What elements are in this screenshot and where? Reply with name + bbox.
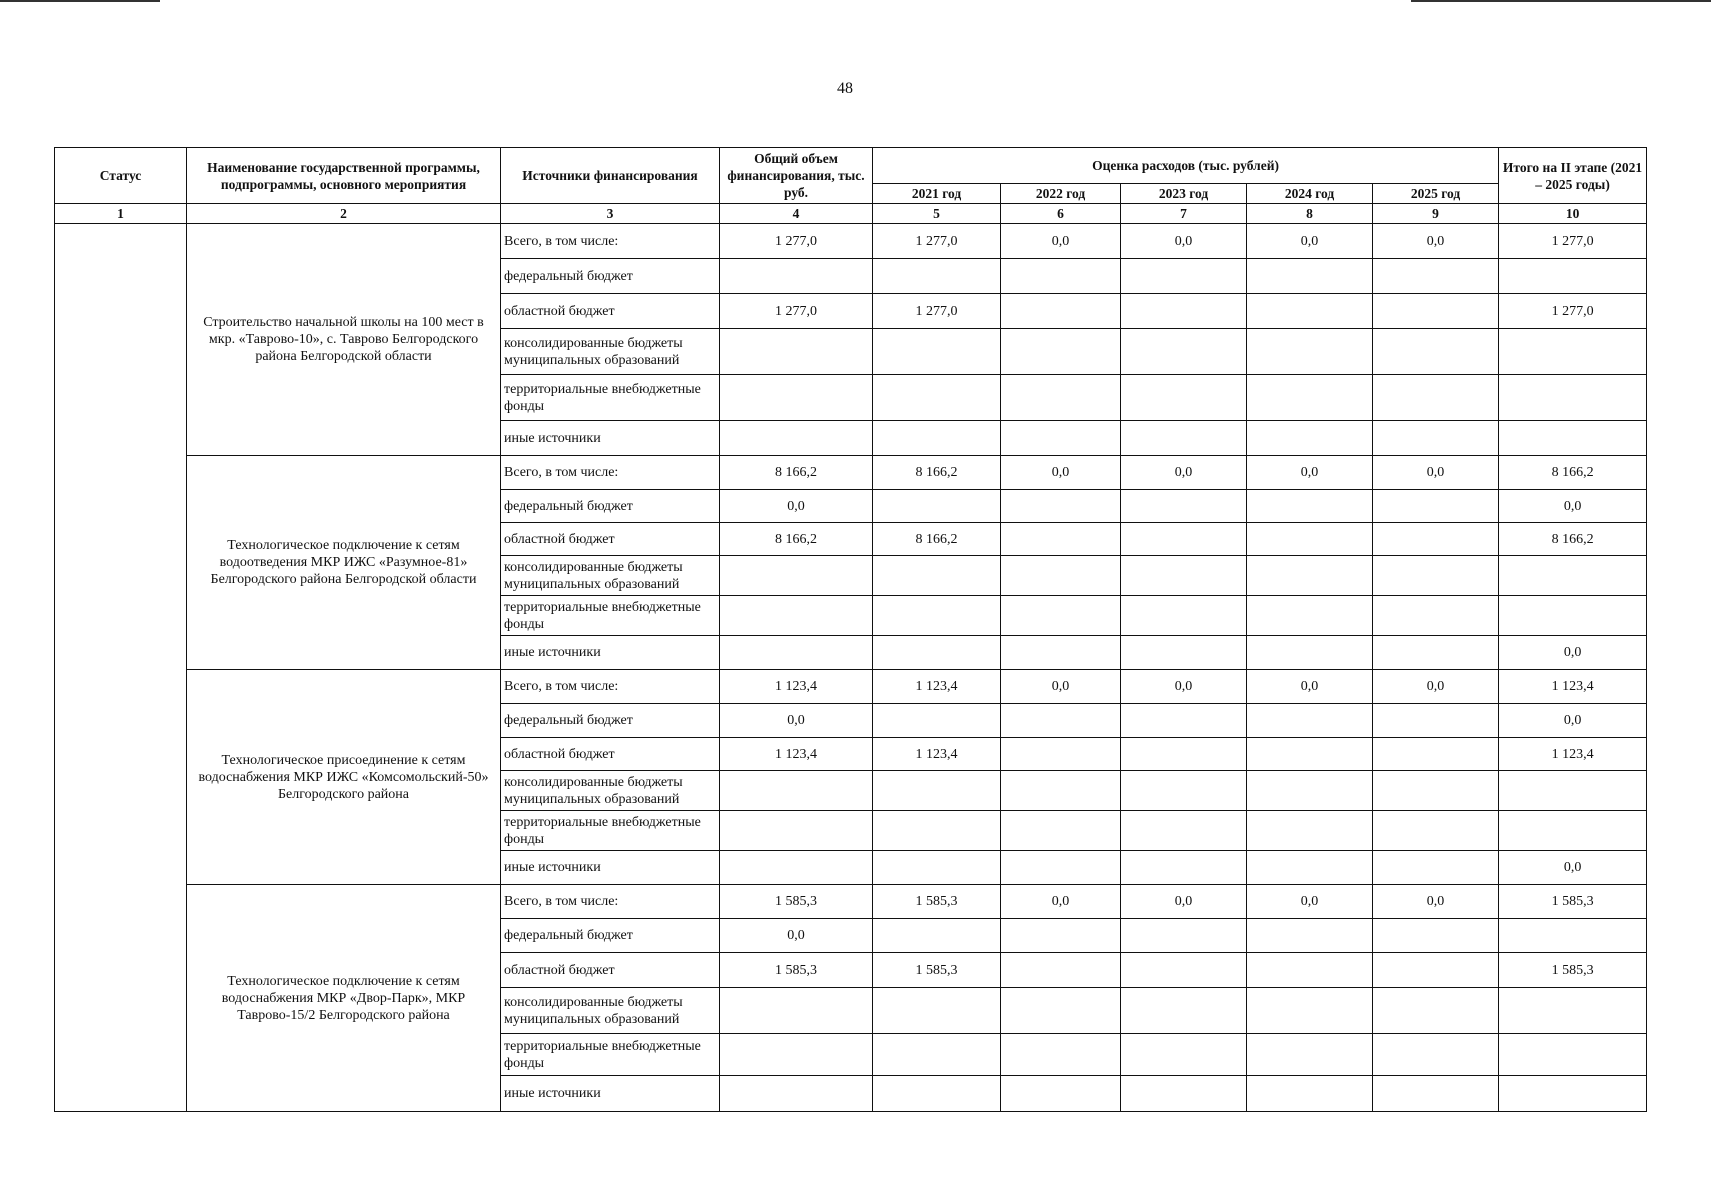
funding-source: Всего, в том числе: — [501, 885, 720, 919]
amount-cell — [1001, 556, 1121, 596]
table-row — [55, 224, 1647, 259]
amount-cell — [1001, 636, 1121, 670]
amount-cell — [1001, 596, 1121, 636]
amount-cell: 8 166,2 — [720, 456, 873, 490]
amount-cell — [1247, 490, 1373, 523]
amount-cell — [1001, 811, 1121, 851]
table-row — [55, 885, 1647, 919]
amount-cell — [1001, 953, 1121, 988]
amount-cell: 8 166,2 — [873, 456, 1001, 490]
amount-cell — [1373, 988, 1499, 1034]
amount-cell — [1373, 953, 1499, 988]
amount-cell — [1373, 375, 1499, 421]
column-number: 5 — [873, 204, 1001, 224]
amount-cell — [1121, 771, 1247, 811]
amount-cell: 1 123,4 — [873, 670, 1001, 704]
column-number: 7 — [1121, 204, 1247, 224]
amount-cell: 0,0 — [1373, 224, 1499, 259]
amount-cell — [720, 1034, 873, 1076]
header-sources: Источники финансирования — [501, 148, 720, 204]
amount-cell — [1499, 421, 1647, 456]
amount-cell: 0,0 — [1247, 670, 1373, 704]
amount-cell — [1121, 738, 1247, 771]
amount-cell: 0,0 — [1121, 224, 1247, 259]
funding-source: консолидированные бюджеты муниципальных образований — [501, 556, 720, 596]
header-total: Общий объем финансирования, тыс. руб. — [720, 148, 873, 204]
amount-cell — [1499, 375, 1647, 421]
amount-cell: 0,0 — [1001, 670, 1121, 704]
amount-cell: 0,0 — [1499, 851, 1647, 885]
amount-cell: 8 166,2 — [873, 523, 1001, 556]
amount-cell — [720, 421, 873, 456]
budget-table — [54, 147, 1647, 1112]
amount-cell: 0,0 — [1247, 224, 1373, 259]
amount-cell — [1499, 329, 1647, 375]
amount-cell: 0,0 — [1121, 456, 1247, 490]
amount-cell — [873, 851, 1001, 885]
amount-cell: 0,0 — [1001, 224, 1121, 259]
amount-cell — [1247, 556, 1373, 596]
amount-cell — [1247, 919, 1373, 953]
amount-cell — [1373, 738, 1499, 771]
amount-cell: 0,0 — [1247, 456, 1373, 490]
amount-cell — [1001, 919, 1121, 953]
amount-cell — [1121, 851, 1247, 885]
funding-source: консолидированные бюджеты муниципальных образований — [501, 988, 720, 1034]
amount-cell — [873, 421, 1001, 456]
amount-cell — [1001, 1034, 1121, 1076]
amount-cell — [1373, 523, 1499, 556]
column-number: 9 — [1373, 204, 1499, 224]
amount-cell — [873, 490, 1001, 523]
funding-source: территориальные внебюджетные фонды — [501, 375, 720, 421]
amount-cell — [873, 988, 1001, 1034]
amount-cell: 0,0 — [1121, 885, 1247, 919]
amount-cell — [1247, 704, 1373, 738]
amount-cell — [1373, 851, 1499, 885]
amount-cell — [1373, 1076, 1499, 1112]
amount-cell — [1247, 596, 1373, 636]
program-name: Технологическое подключение к сетям водоотведения МКР ИЖС «Разумное-81» Белгородского района Белгородской области — [187, 456, 501, 670]
amount-cell — [1001, 490, 1121, 523]
amount-cell — [720, 375, 873, 421]
amount-cell: 1 123,4 — [720, 670, 873, 704]
amount-cell: 1 585,3 — [720, 885, 873, 919]
amount-cell: 1 585,3 — [873, 885, 1001, 919]
funding-source: федеральный бюджет — [501, 919, 720, 953]
header-year: 2021 год — [873, 184, 1001, 204]
amount-cell — [1373, 596, 1499, 636]
header-stage-total: Итого на II этапе (2021 – 2025 годы) — [1499, 148, 1647, 204]
amount-cell — [1247, 375, 1373, 421]
column-number: 1 — [55, 204, 187, 224]
amount-cell — [1001, 259, 1121, 294]
amount-cell — [1373, 556, 1499, 596]
program-name: Технологическое подключение к сетям водоснабжения МКР «Двор-Парк», МКР Таврово-15/2 Белгородского района — [187, 885, 501, 1112]
amount-cell — [1121, 421, 1247, 456]
amount-cell — [1499, 259, 1647, 294]
amount-cell — [873, 919, 1001, 953]
amount-cell — [1001, 738, 1121, 771]
amount-cell — [1247, 953, 1373, 988]
amount-cell — [1121, 953, 1247, 988]
amount-cell: 0,0 — [1001, 456, 1121, 490]
amount-cell: 0,0 — [1247, 885, 1373, 919]
amount-cell: 0,0 — [720, 919, 873, 953]
funding-source: консолидированные бюджеты муниципальных образований — [501, 329, 720, 375]
amount-cell — [873, 329, 1001, 375]
amount-cell: 0,0 — [1373, 885, 1499, 919]
funding-source: областной бюджет — [501, 523, 720, 556]
header-estimate: Оценка расходов (тыс. рублей) — [873, 148, 1499, 184]
amount-cell — [1247, 294, 1373, 329]
amount-cell — [1499, 1034, 1647, 1076]
header-status: Статус — [55, 148, 187, 204]
amount-cell — [720, 1076, 873, 1112]
header-year: 2025 год — [1373, 184, 1499, 204]
funding-source: Всего, в том числе: — [501, 670, 720, 704]
amount-cell — [873, 1034, 1001, 1076]
amount-cell — [1247, 988, 1373, 1034]
funding-source: территориальные внебюджетные фонды — [501, 1034, 720, 1076]
amount-cell — [873, 771, 1001, 811]
amount-cell — [873, 259, 1001, 294]
amount-cell — [1001, 1076, 1121, 1112]
amount-cell: 1 585,3 — [873, 953, 1001, 988]
header-name: Наименование государственной программы, подпрограммы, основного мероприятия — [187, 148, 501, 204]
table-body — [55, 224, 1647, 1112]
funding-source: иные источники — [501, 851, 720, 885]
amount-cell: 0,0 — [720, 704, 873, 738]
amount-cell — [1373, 490, 1499, 523]
amount-cell — [1247, 738, 1373, 771]
amount-cell — [1121, 596, 1247, 636]
amount-cell — [1121, 636, 1247, 670]
amount-cell: 1 123,4 — [1499, 670, 1647, 704]
amount-cell: 1 277,0 — [1499, 294, 1647, 329]
column-number: 3 — [501, 204, 720, 224]
table-row — [55, 670, 1647, 704]
amount-cell — [1373, 771, 1499, 811]
amount-cell — [1121, 919, 1247, 953]
funding-source: иные источники — [501, 421, 720, 456]
amount-cell — [1001, 988, 1121, 1034]
amount-cell — [1001, 329, 1121, 375]
amount-cell — [720, 811, 873, 851]
scan-edge-line — [0, 0, 160, 2]
amount-cell — [1499, 556, 1647, 596]
amount-cell — [873, 1076, 1001, 1112]
amount-cell — [1247, 636, 1373, 670]
amount-cell — [720, 988, 873, 1034]
column-number: 6 — [1001, 204, 1121, 224]
amount-cell — [873, 596, 1001, 636]
amount-cell — [1247, 811, 1373, 851]
amount-cell: 1 277,0 — [720, 224, 873, 259]
amount-cell: 1 123,4 — [720, 738, 873, 771]
amount-cell — [1121, 523, 1247, 556]
amount-cell — [1499, 919, 1647, 953]
funding-source: федеральный бюджет — [501, 704, 720, 738]
amount-cell — [1247, 259, 1373, 294]
amount-cell — [1373, 636, 1499, 670]
amount-cell — [1001, 421, 1121, 456]
amount-cell — [873, 636, 1001, 670]
funding-source: федеральный бюджет — [501, 259, 720, 294]
amount-cell — [1499, 1076, 1647, 1112]
amount-cell: 0,0 — [1121, 670, 1247, 704]
amount-cell: 1 585,3 — [1499, 953, 1647, 988]
column-number: 10 — [1499, 204, 1647, 224]
amount-cell — [1247, 421, 1373, 456]
status-cell — [55, 224, 187, 1112]
amount-cell: 1 277,0 — [1499, 224, 1647, 259]
amount-cell — [1121, 811, 1247, 851]
column-number: 4 — [720, 204, 873, 224]
amount-cell — [873, 375, 1001, 421]
amount-cell — [873, 811, 1001, 851]
amount-cell — [1499, 811, 1647, 851]
amount-cell: 0,0 — [1499, 704, 1647, 738]
amount-cell: 0,0 — [1001, 885, 1121, 919]
amount-cell — [1121, 294, 1247, 329]
funding-source: областной бюджет — [501, 953, 720, 988]
funding-source: иные источники — [501, 636, 720, 670]
amount-cell — [1001, 704, 1121, 738]
amount-cell — [1001, 523, 1121, 556]
amount-cell — [720, 636, 873, 670]
amount-cell — [873, 556, 1001, 596]
amount-cell — [1373, 259, 1499, 294]
amount-cell: 1 585,3 — [720, 953, 873, 988]
amount-cell — [1001, 375, 1121, 421]
amount-cell: 8 166,2 — [720, 523, 873, 556]
header-year: 2022 год — [1001, 184, 1121, 204]
amount-cell: 1 277,0 — [720, 294, 873, 329]
amount-cell — [1373, 1034, 1499, 1076]
column-number: 2 — [187, 204, 501, 224]
amount-cell — [1121, 490, 1247, 523]
amount-cell — [720, 851, 873, 885]
amount-cell: 0,0 — [1373, 670, 1499, 704]
amount-cell — [1001, 851, 1121, 885]
amount-cell — [1121, 556, 1247, 596]
amount-cell — [1121, 259, 1247, 294]
amount-cell — [1499, 771, 1647, 811]
amount-cell: 1 277,0 — [873, 224, 1001, 259]
scan-edge-line — [1411, 0, 1711, 2]
funding-source: федеральный бюджет — [501, 490, 720, 523]
amount-cell — [1121, 1034, 1247, 1076]
funding-source: консолидированные бюджеты муниципальных образований — [501, 771, 720, 811]
amount-cell: 0,0 — [720, 490, 873, 523]
amount-cell: 0,0 — [1499, 636, 1647, 670]
funding-source: областной бюджет — [501, 738, 720, 771]
amount-cell — [1373, 329, 1499, 375]
amount-cell: 1 585,3 — [1499, 885, 1647, 919]
amount-cell — [720, 771, 873, 811]
funding-source: Всего, в том числе: — [501, 224, 720, 259]
amount-cell — [1373, 919, 1499, 953]
page-number: 48 — [837, 80, 853, 97]
funding-source: территориальные внебюджетные фонды — [501, 596, 720, 636]
funding-source: областной бюджет — [501, 294, 720, 329]
table-row — [55, 456, 1647, 490]
amount-cell — [1247, 851, 1373, 885]
amount-cell — [1373, 811, 1499, 851]
amount-cell — [720, 596, 873, 636]
amount-cell: 8 166,2 — [1499, 523, 1647, 556]
amount-cell — [1499, 988, 1647, 1034]
program-name: Технологическое присоединение к сетям водоснабжения МКР ИЖС «Комсомольский-50» Белгородского района — [187, 670, 501, 885]
column-number: 8 — [1247, 204, 1373, 224]
amount-cell — [720, 556, 873, 596]
program-name: Строительство начальной школы на 100 мест в мкр. «Таврово-10», с. Таврово Белгородского района Белгородской области — [187, 224, 501, 456]
amount-cell — [1373, 294, 1499, 329]
amount-cell — [1121, 704, 1247, 738]
amount-cell — [873, 704, 1001, 738]
amount-cell — [1247, 1076, 1373, 1112]
amount-cell — [1001, 771, 1121, 811]
header-year: 2023 год — [1121, 184, 1247, 204]
amount-cell — [1373, 704, 1499, 738]
amount-cell — [1247, 329, 1373, 375]
funding-source: Всего, в том числе: — [501, 456, 720, 490]
amount-cell — [1121, 375, 1247, 421]
amount-cell: 0,0 — [1499, 490, 1647, 523]
amount-cell — [720, 259, 873, 294]
amount-cell: 1 123,4 — [1499, 738, 1647, 771]
amount-cell — [1001, 294, 1121, 329]
amount-cell: 8 166,2 — [1499, 456, 1647, 490]
amount-cell — [1121, 988, 1247, 1034]
amount-cell — [1121, 329, 1247, 375]
amount-cell: 1 277,0 — [873, 294, 1001, 329]
funding-source: территориальные внебюджетные фонды — [501, 811, 720, 851]
amount-cell — [1373, 421, 1499, 456]
amount-cell — [1247, 771, 1373, 811]
amount-cell: 1 123,4 — [873, 738, 1001, 771]
amount-cell — [1247, 1034, 1373, 1076]
header-year: 2024 год — [1247, 184, 1373, 204]
amount-cell — [1499, 596, 1647, 636]
amount-cell — [720, 329, 873, 375]
funding-source: иные источники — [501, 1076, 720, 1112]
amount-cell: 0,0 — [1373, 456, 1499, 490]
amount-cell — [1247, 523, 1373, 556]
amount-cell — [1121, 1076, 1247, 1112]
